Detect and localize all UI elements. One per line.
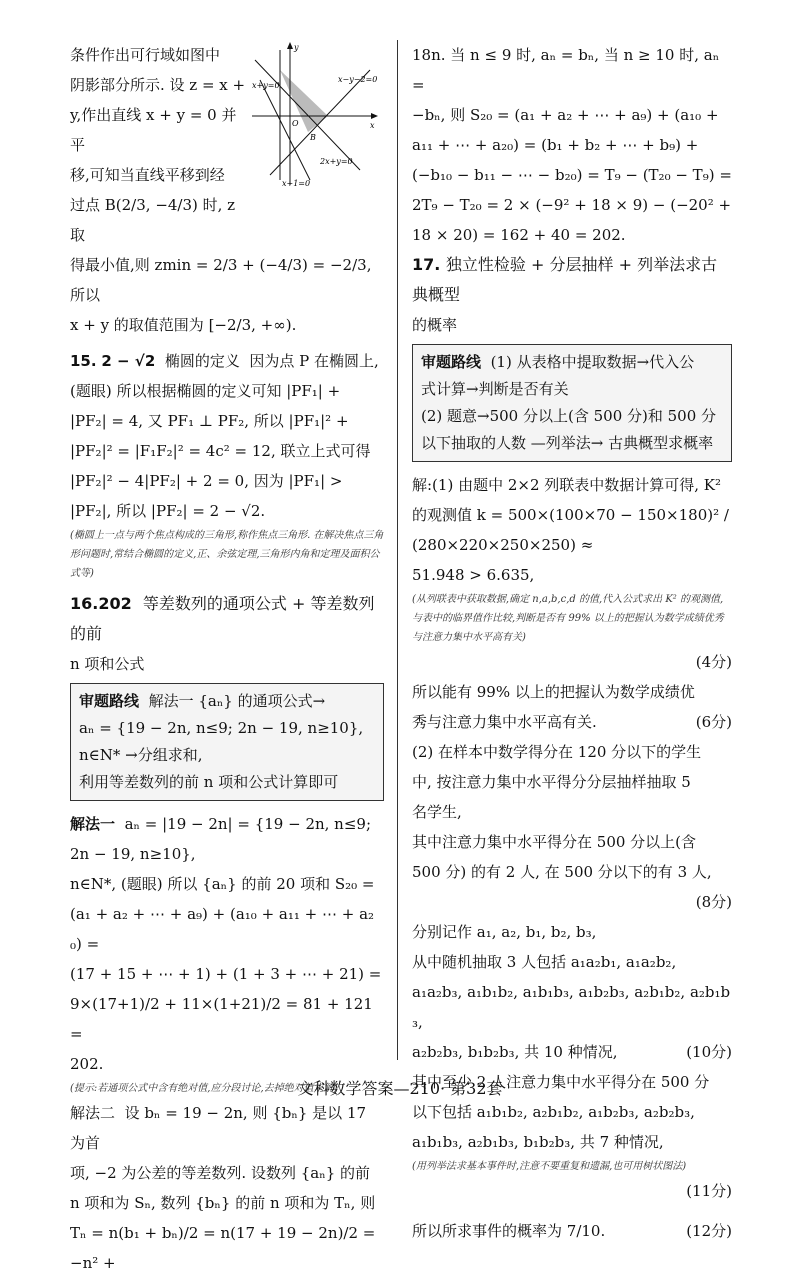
q16-box-text: 解法一 {aₙ} 的通项公式→ [148, 692, 326, 710]
q15-line: |PF₂| = 4, 又 PF₁ ⊥ PF₂, 所以 |PF₁|² + [70, 412, 349, 430]
q16-method1-title: 解法一 [70, 815, 116, 833]
q17-box-line: 式计算→判断是否有关 [421, 380, 569, 398]
q17-part4-line: 以下包括 a₁b₁b₂, a₂b₁b₂, a₁b₂b₃, a₂b₂b₃, [412, 1103, 695, 1121]
q15-line: |PF₂|² = |F₁F₂|² = 4c² = 12, 联立上式可得 [70, 442, 371, 460]
x-axis-arrow [371, 113, 378, 119]
score-10: (10分) [686, 1043, 732, 1061]
q17-box-line: (2) 题意→500 分以上(含 500 分)和 500 分 [421, 407, 717, 425]
q15-line: 因为点 P 在椭圆上, [249, 352, 379, 370]
q17-box-text: (1) 从表格中提取数据→代入公 [490, 353, 695, 371]
q16-method1-line: (17 + 15 + ⋯ + 1) + (1 + 3 + ⋯ + 21) = [70, 965, 382, 983]
q14-continuation-top [70, 40, 250, 250]
q16-box-line: 利用等差数列的前 n 项和公式计算即可 [79, 773, 339, 791]
q15-line: |PF₂|² − 4|PF₂| + 2 = 0, 因为 |PF₁| > [70, 472, 343, 490]
q16-method2-title: 解法二 [70, 1104, 116, 1122]
right-column [412, 40, 732, 1246]
y-axis-arrow [287, 42, 293, 49]
q16-method1-line [70, 809, 384, 869]
q14-line: 得最小值,则 zmin = 2/3 + (−4/3) = −2/3,所以 [70, 256, 372, 304]
q16-heading [70, 589, 384, 649]
q17-part2-line: 中, 按注意力集中水平得分分层抽样抽取 5 [412, 773, 691, 791]
y-axis-label: y [294, 43, 299, 52]
line-label-x-plus-y: x+y=0 [252, 81, 280, 90]
q17-topic: 独立性检验 + 分层抽样 + 列举法求古典概型 [412, 255, 718, 304]
score-12: (12分) [686, 1222, 732, 1240]
q17-final-text: 所以所求事件的概率为 7/10. [412, 1222, 606, 1240]
q17-part2-line: 500 分) 的有 2 人, 在 500 分以下的有 3 人, [412, 863, 712, 881]
q16-method2-line: 项, −2 为公差的等差数列. 设数列 {aₙ} 的前 [70, 1164, 371, 1182]
shaded-region [280, 70, 328, 132]
q17-part1-line: 所以能有 99% 以上的把握认为数学成绩优 [412, 683, 695, 701]
score-4: (4分) [695, 653, 732, 671]
q16-continuation-line: 18n. 当 n ≤ 9 时, aₙ = bₙ, 当 n ≥ 10 时, aₙ = [412, 46, 720, 94]
q17-solution-line: 的观测值 k = 500×(100×70 − 150×180)² / (280×220×250×250) ≈ [412, 506, 729, 554]
q14-line: x + y 的取值范围为 [−2/3, +∞). [70, 316, 297, 334]
q15-line: |PF₂|, 所以 |PF₂| = 2 − √2. [70, 502, 266, 520]
q16-number: 16. [70, 594, 99, 613]
q16-box-line: aₙ = {19 − 2n, n≤9; 2n − 19, n≥10}, n∈N* →分组求和, [79, 719, 364, 764]
q15-answer: 2 − √2 [101, 352, 156, 370]
q16-continuation-line: 2T₉ − T₂₀ = 2 × (−9² + 18 × 9) − (−20² + [412, 196, 732, 214]
q16-method1-line: n∈N*, (题眼) 所以 {aₙ} 的前 20 项和 S₂₀ = [70, 875, 375, 893]
q16-box-title: 审题路线 [79, 692, 140, 710]
q17-box-title: 审题路线 [421, 353, 482, 371]
feasible-region-figure [250, 40, 380, 190]
q16-continuation-line: a₁₁ + ⋯ + a₂₀) = (b₁ + b₂ + ⋯ + b₉) + [412, 136, 699, 154]
line-label-x-plus-1: x+1=0 [282, 179, 311, 188]
q14-line: 阴影部分所示. 设 z = x + [70, 76, 246, 94]
q17-part3-line: a₁a₂b₃, a₁b₁b₂, a₁b₁b₃, a₁b₂b₃, a₂b₁b₂, a₂b₁b₃, [412, 983, 731, 1031]
q17-part4-line: 其中至少 2 人注意力集中水平得分在 500 分 [412, 1073, 710, 1091]
q17-part3-line [412, 1037, 732, 1067]
q17-part2-line: 其中注意力集中水平得分在 500 分以上(含 [412, 833, 697, 851]
q16-method2-text: 设 bₙ = 19 − 2n, 则 {bₙ} 是以 17 为首 [70, 1104, 367, 1152]
q17-value: 51.948 > 6.635, [412, 566, 535, 584]
q16-method1-note: (提示:若通项公式中含有绝对值,应分段讨论,去掉绝对值求解) [70, 1083, 338, 1094]
q17-part2-line: (2) 在样本中数学得分在 120 分以下的学生 [412, 743, 702, 761]
page-footer: 文科数学答案—210· 第32套 [297, 1079, 503, 1098]
q17-note-2: (用列举法求基本事件时,注意不要重复和遗漏,也可用树状图法) [412, 1161, 687, 1172]
origin-label: O [292, 119, 299, 128]
q16-method1-line: (a₁ + a₂ + ⋯ + a₉) + (a₁₀ + a₁₁ + ⋯ + a₂₀) = [70, 905, 375, 953]
q14-line: 条件作出可行域如图中 [70, 46, 221, 64]
q16-topic-cont: n 项和公式 [70, 655, 145, 673]
q17-box-line: 以下抽取的人数 —列举法→ 古典概型求概率 [421, 434, 714, 452]
score-8: (8分) [695, 893, 732, 911]
q16-continuation-line: (−b₁₀ − b₁₁ − ⋯ − b₂₀) = T₉ − (T₂₀ − T₉) = [412, 166, 732, 184]
q17-box-line [421, 349, 723, 376]
q17-part3-line: 分别记作 a₁, a₂, b₁, b₂, b₃, [412, 923, 597, 941]
q15-topic: 椭圆的定义 [164, 352, 240, 370]
q15-number: 15. [70, 352, 97, 370]
q17-number: 17. [412, 255, 441, 274]
point-b-label: B [310, 133, 316, 142]
q17-note-1: (从列联表中获取数据,确定 n,a,b,c,d 的值,代入公式求出 K² 的观测值,与表中的临界值作比较,判断是否有 99% 以上的把握认为数学成绩优秀与注意力集中水平高有关) [412, 594, 724, 643]
line-label-2x-plus-y: 2x+y=0 [320, 157, 353, 166]
q16-box-line [79, 688, 375, 715]
score-11: (11分) [686, 1182, 732, 1200]
q16-method1-line: 202. [70, 1055, 104, 1073]
q17-part3-line: 从中随机抽取 3 人包括 a₁a₂b₁, a₁a₂b₂, [412, 953, 677, 971]
q17-part1-line [412, 707, 732, 737]
q17-part4-line: a₁b₁b₃, a₂b₁b₃, b₁b₂b₃, 共 7 种情况, [412, 1133, 664, 1151]
q15-note: (椭圆上一点与两个焦点构成的三角形,称作焦点三角形. 在解决焦点三角形问题时,常结合椭圆的定义,正、余弦定理,三角形内角和定理及面积公式等) [70, 530, 384, 579]
q16-method2-line [70, 1098, 384, 1158]
q16-continuation-line: −bₙ, 则 S₂₀ = (a₁ + a₂ + ⋯ + a₉) + (a₁₀ + [412, 106, 719, 124]
q17-solution-line: 解:(1) 由题中 2×2 列联表中数据计算可得, K² [412, 476, 722, 494]
q14-line: y,作出直线 x + y = 0 并平 [70, 106, 237, 154]
q15-heading [70, 346, 384, 376]
q16-method1-text: aₙ = |19 − 2n| = {19 − 2n, n≤9; 2n − 19, n≥10}, [70, 815, 372, 863]
q14-line: 过点 B(2/3, −4/3) 时, z 取 [70, 196, 236, 244]
q16-analysis-box [70, 683, 384, 801]
q17-topic-cont: 的概率 [412, 316, 458, 334]
q16-answer: 202 [98, 594, 132, 613]
x-axis-label: x [370, 121, 375, 130]
q17-part1-text: 秀与注意力集中水平高有关. [412, 713, 597, 731]
q16-topic: 等差数列的通项公式 + 等差数列的前 [70, 594, 375, 643]
q15-line: (题眼) 所以根据椭圆的定义可知 |PF₁| + [70, 382, 341, 400]
q16-method2-line: Tₙ = n(b₁ + bₙ)/2 = n(17 + 19 − 2n)/2 = −n² + [70, 1224, 376, 1272]
q17-part2-line: 名学生, [412, 803, 462, 821]
q14-line: 移,可知当直线平移到经 [70, 166, 225, 184]
column-divider [397, 40, 398, 1060]
q16-method2-line: n 项和为 Sₙ, 数列 {bₙ} 的前 n 项和为 Tₙ, 则 [70, 1194, 376, 1212]
q17-analysis-box [412, 344, 732, 462]
q17-part3-text: a₂b₂b₃, b₁b₂b₃, 共 10 种情况, [412, 1043, 618, 1061]
line-label-x-minus-y-minus-2: x−y−2=0 [338, 75, 378, 84]
q16-method1-line: 9×(17+1)/2 + 11×(1+21)/2 = 81 + 121 = [70, 995, 373, 1043]
q17-heading [412, 250, 732, 310]
q17-final-line [412, 1216, 732, 1246]
q16-continuation-line: 18 × 20) = 162 + 40 = 202. [412, 226, 626, 244]
score-6: (6分) [695, 713, 732, 731]
